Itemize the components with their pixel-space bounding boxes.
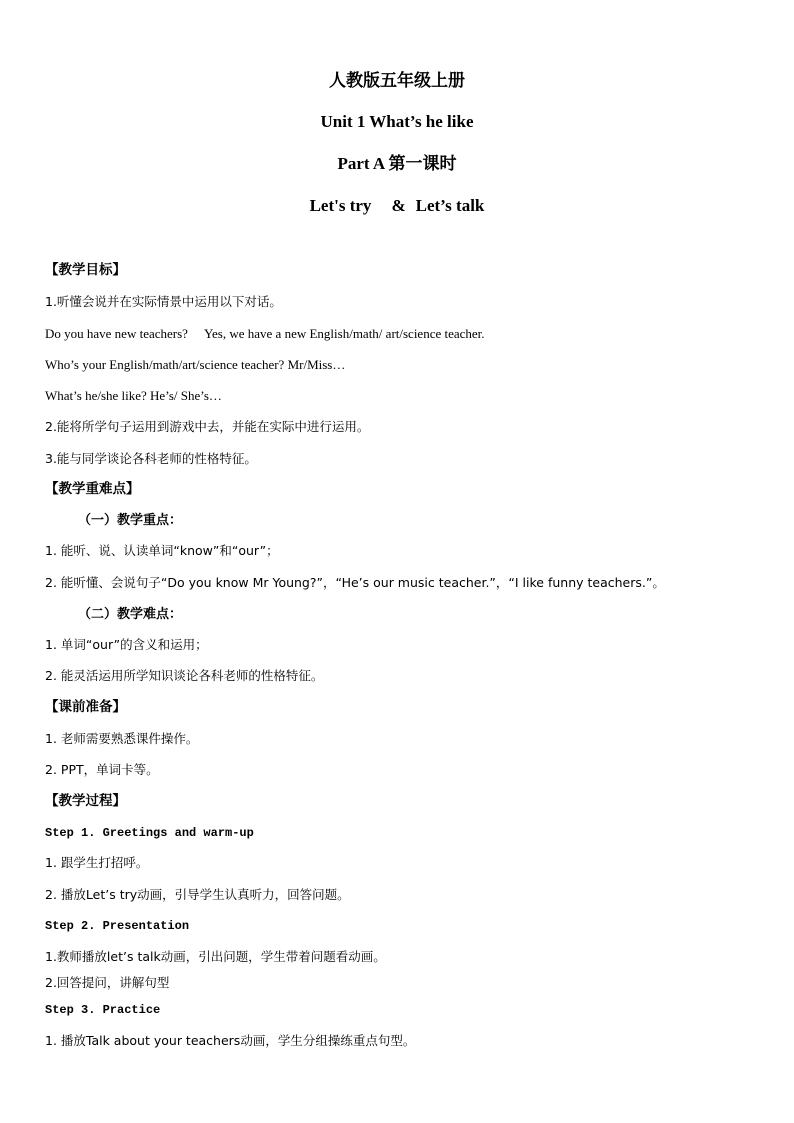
section-heading-process: 【教学过程】	[45, 793, 126, 809]
objective-item-2: 2.能将所学句子运用到游戏中去，并能在实际中进行运用。	[45, 419, 370, 434]
preparation-item-2: 2. PPT，单词卡等。	[45, 762, 159, 777]
step-2-item-1: 1.教师播放let’s talk动画，引出问题，学生带着问题看动画。	[45, 949, 386, 964]
step-2-item-2: 2.回答提问，讲解句型	[45, 975, 170, 990]
dialog-line-1	[45, 327, 485, 340]
preparation-item-1: 1. 老师需要熟悉课件操作。	[45, 731, 199, 746]
objective-item-3: 3.能与同学谈论各科老师的性格特征。	[45, 451, 257, 466]
section-heading-objectives: 【教学目标】	[45, 262, 126, 278]
difficulty-item-2: 2. 能灵活运用所学知识谈论各科老师的性格特征。	[45, 668, 324, 683]
doc-title-unit: Unit 1 What’s he like	[320, 112, 474, 131]
step-1-heading: Step 1. Greetings and warm-up	[45, 826, 254, 840]
ampersand: &	[391, 196, 406, 215]
step-2-heading: Step 2. Presentation	[45, 919, 190, 933]
step-1-item-1: 1. 跟学生打招呼。	[45, 855, 149, 870]
section-heading-preparation: 【课前准备】	[45, 699, 126, 715]
dialog-question: Do you have new teachers?	[45, 326, 188, 341]
step-1-item-2: 2. 播放Let’s try动画，引导学生认真听力，回答问题。	[45, 887, 350, 902]
focus-item-1: 1. 能听、说、认读单词“know”和“our”；	[45, 543, 279, 558]
lesson-name-talk: Let’s talk	[415, 196, 485, 215]
focus-item-2: 2. 能听懂、会说句子“Do you know Mr Young?”，“He’s our music teacher.”，“I like funny teachers.”。	[45, 575, 665, 590]
section-heading-keypoints: 【教学重难点】	[45, 481, 140, 497]
step-3-item-1: 1. 播放Talk about your teachers动画，学生分组操练重点句型。	[45, 1033, 416, 1048]
doc-title-textbook: 人教版五年级上册	[329, 71, 465, 90]
subheading-focus: （一）教学重点：	[78, 513, 183, 528]
objective-item-1: 1.听懂会说并在实际情景中运用以下对话。	[45, 294, 282, 309]
doc-title-part: Part A 第一课时	[337, 154, 457, 173]
doc-title-lesson	[0, 197, 794, 214]
dialog-line-2: Who’s your English/math/art/science teacher? Mr/Miss…	[45, 357, 346, 372]
subheading-difficulty: （二）教学难点：	[78, 607, 183, 622]
dialog-line-3: What’s he/she like? He’s/ She’s…	[45, 388, 222, 403]
difficulty-item-1: 1. 单词“our”的含义和运用；	[45, 637, 208, 652]
dialog-answer: Yes, we have a new English/math/ art/science teacher.	[203, 326, 485, 341]
step-3-heading: Step 3. Practice	[45, 1003, 161, 1017]
lesson-name-try: Let's try	[309, 196, 372, 215]
